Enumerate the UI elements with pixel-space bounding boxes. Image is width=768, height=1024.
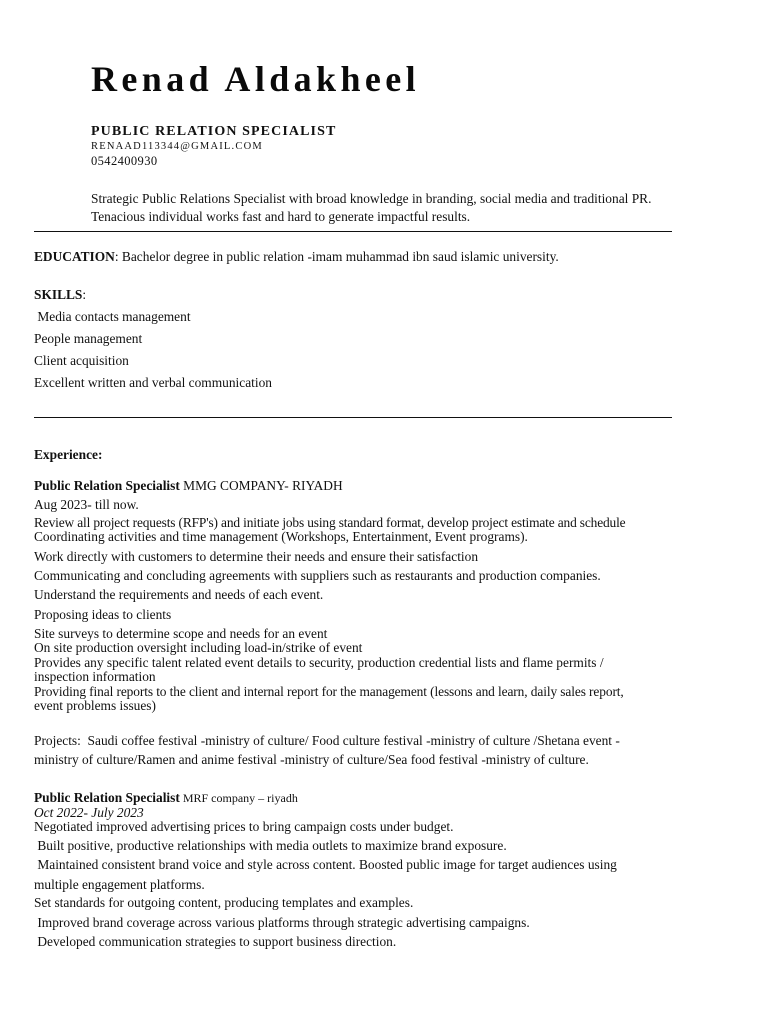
skill-item: Excellent written and verbal communication: [34, 375, 272, 390]
job-duty: inspection information: [34, 669, 156, 684]
job-duty: Work directly with customers to determine their needs and ensure their satisfaction: [34, 549, 479, 564]
job-company: MMG COMPANY- RIYADH: [179, 478, 343, 493]
skill-item: Media contacts management: [34, 309, 191, 324]
job-duty: Provides any specific talent related event details to security, production credential lists and flame permits /: [34, 655, 604, 670]
job-duty: Coordinating activities and time management (Workshops, Entertainment, Event programs).: [34, 529, 528, 544]
job-duty: Proposing ideas to clients: [34, 607, 172, 622]
job-title: PUBLIC RELATION SPECIALIST: [91, 124, 337, 139]
job-duty: On site production oversight including load-in/strike of event: [34, 640, 363, 655]
skills-colon: :: [82, 287, 87, 302]
section-divider: [34, 417, 672, 418]
job-duty: Built positive, productive relationships with media outlets to maximize brand exposure.: [34, 838, 507, 853]
job-duty: Maintained consistent brand voice and style across content. Boosted public image for target audiences using: [34, 857, 617, 872]
job-projects: ministry of culture/Ramen and anime festival -ministry of culture/Sea food festival -ministry of culture.: [34, 752, 589, 767]
job-duty: Understand the requirements and needs of each event.: [34, 587, 324, 602]
phone-number: 0542400930: [91, 154, 158, 168]
job-dates: Oct 2022- July 2023: [34, 805, 144, 820]
candidate-name: Renad Aldakheel: [91, 59, 421, 99]
job-duty: Providing final reports to the client and internal report for the management (lessons and learn, daily sales report,: [34, 684, 624, 699]
job-role: Public Relation Specialist: [34, 790, 180, 805]
job-duty: Negotiated improved advertising prices to bring campaign costs under budget.: [34, 819, 454, 834]
summary-line: Strategic Public Relations Specialist with broad knowledge in branding, social media and traditional PR.: [91, 191, 652, 206]
job-duty: Set standards for outgoing content, producing templates and examples.: [34, 895, 414, 910]
job-duty: Developed communication strategies to support business direction.: [34, 934, 397, 949]
job-duty: Communicating and concluding agreements with suppliers such as restaurants and production companies.: [34, 568, 601, 583]
skills-heading: [34, 286, 86, 304]
job-projects: Projects: Saudi coffee festival -ministry of culture/ Food culture festival -ministry of culture /Shetana event -: [34, 733, 620, 748]
job-role: Public Relation Specialist: [34, 478, 180, 493]
job-dates: Aug 2023- till now.: [34, 497, 139, 512]
job-duty: Site surveys to determine scope and needs for an event: [34, 626, 328, 641]
section-divider: [34, 231, 672, 232]
skills-label: SKILLS: [34, 287, 83, 302]
education-text: : Bachelor degree in public relation -imam muhammad ibn saud islamic university.: [114, 249, 559, 264]
job-duty: multiple engagement platforms.: [34, 877, 205, 892]
job-duty: Review all project requests (RFP's) and initiate jobs using standard format, develop project estimate and schedule: [34, 515, 626, 530]
education-label: EDUCATION: [34, 249, 115, 264]
job-company: MRF company – riyadh: [179, 791, 298, 805]
skill-item: People management: [34, 331, 143, 346]
job-duty: event problems issues): [34, 698, 156, 713]
job-duty: Improved brand coverage across various platforms through strategic advertising campaigns.: [34, 915, 530, 930]
skill-item: Client acquisition: [34, 353, 129, 368]
education-section: [34, 248, 559, 266]
summary-line: Tenacious individual works fast and hard to generate impactful results.: [91, 209, 471, 224]
job-header: [34, 477, 343, 495]
email-address: RENAAD113344@GMAIL.COM: [91, 141, 263, 152]
experience-heading: Experience:: [34, 447, 103, 462]
